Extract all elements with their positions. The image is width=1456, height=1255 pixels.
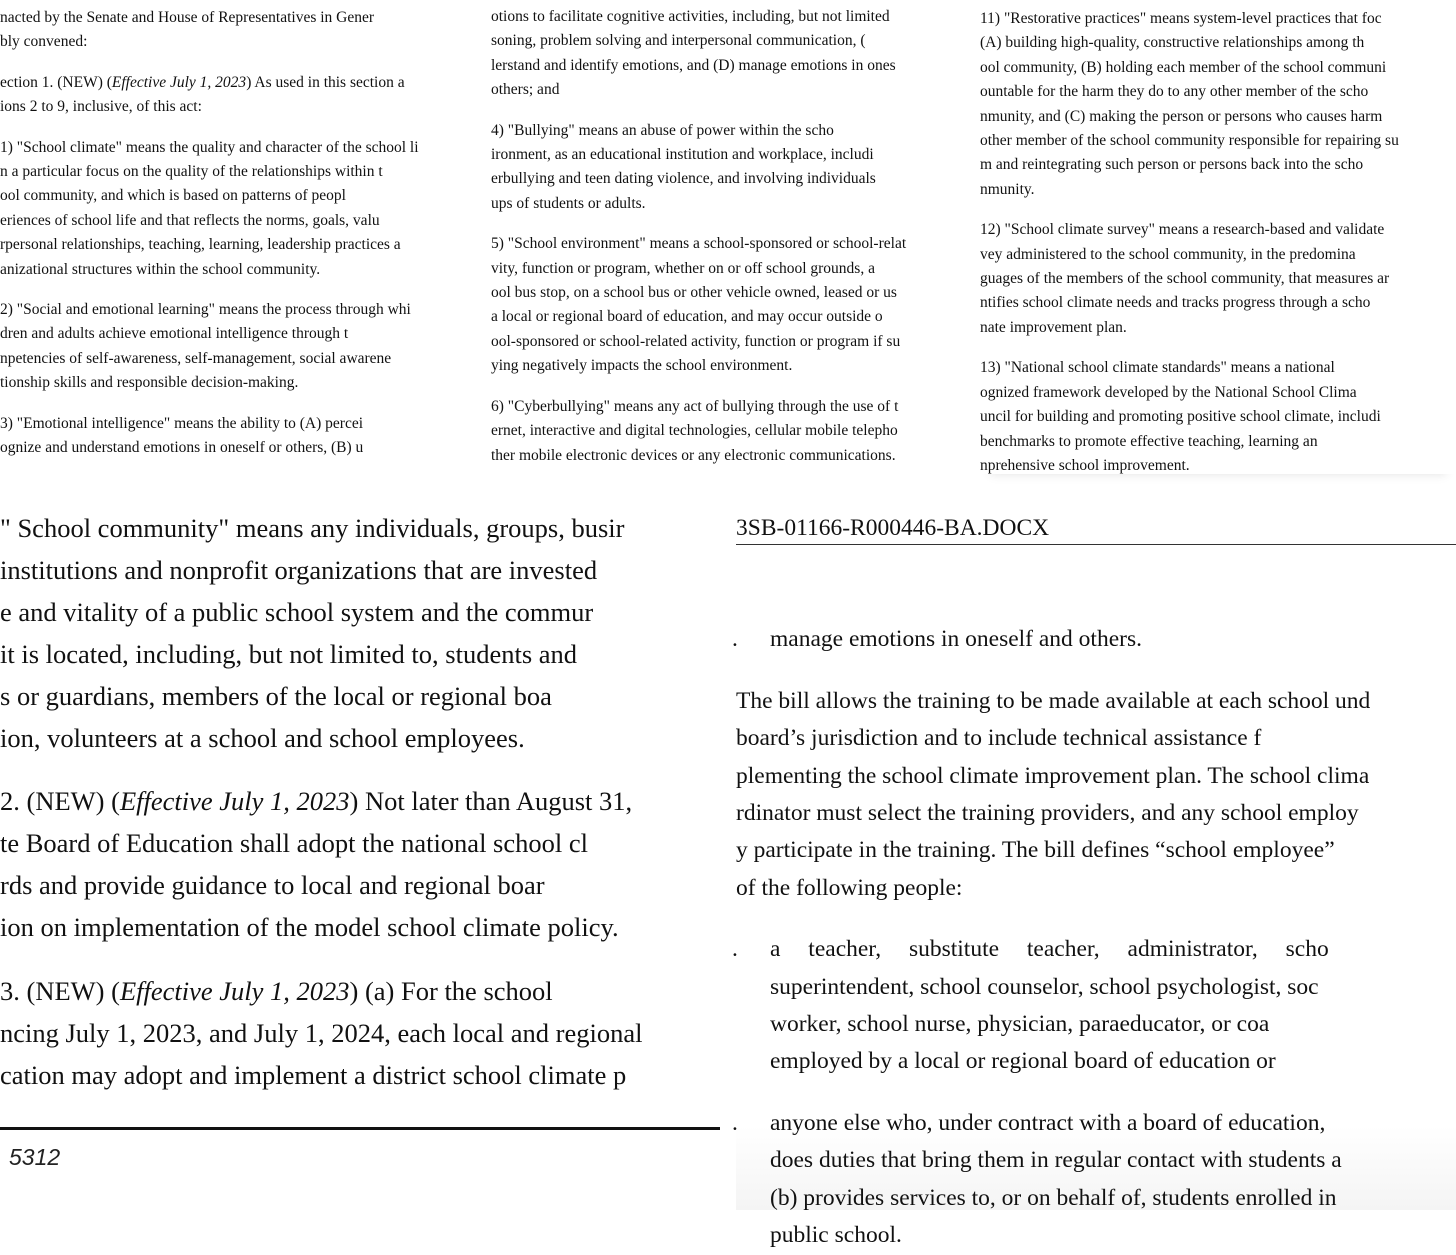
text-line: rds and provide guidance to local and regional boar xyxy=(0,870,545,901)
text-line: erbullying and teen dating violence, and involving individuals xyxy=(491,170,876,188)
text-line: e and vitality of a public school system and the commur xyxy=(0,596,594,627)
text-line: n a particular focus on the quality of the relationships within t xyxy=(0,163,383,181)
text-line: otions to facilitate cognitive activities, including, but not limited xyxy=(491,8,890,25)
text-line: ion on implementation of the model school climate policy. xyxy=(0,912,619,943)
text-line: 1) "School climate" means the quality and character of the school li xyxy=(0,138,419,156)
text-line: cation may adopt and implement a district school climate p xyxy=(0,1059,627,1090)
text-line: other member of the school community responsible for repairing su xyxy=(980,132,1399,150)
text-line: ognized framework developed by the National School Clima xyxy=(980,383,1357,401)
document-header: 3SB-01166-R000446-BA.DOCX xyxy=(736,515,1050,541)
bill-fragment-top-right xyxy=(980,7,1456,474)
text-line: ironment, as an educational institution and workplace, includi xyxy=(491,146,874,164)
effective-date: Effective July 1, 2023 xyxy=(119,976,350,1007)
text-line: ool community, (B) holding each member of the school communi xyxy=(980,58,1387,76)
list-bullet: . xyxy=(732,936,738,963)
text-line: 5) "School environment" means a school-sponsored or school-relat xyxy=(491,235,907,253)
section-3-line xyxy=(0,971,720,1013)
text-line: of the following people: xyxy=(736,874,963,901)
bill-fragment-top-left xyxy=(0,6,476,472)
text-line: ool-sponsored or school-related activity, function or program if su xyxy=(491,332,901,350)
text-line: ool bus stop, on a school bus or other vehicle owned, leased or us xyxy=(491,284,897,302)
text-line: bly convened: xyxy=(0,33,88,51)
text-line: a local or regional board of education, and may occur outside o xyxy=(491,308,883,326)
text-line: public school. xyxy=(770,1222,902,1249)
text-line: vity, function or program, whether on or off school grounds, a xyxy=(491,259,875,277)
footer-rule xyxy=(0,1127,720,1130)
text-line: npetencies of self-awareness, self-management, social awarene xyxy=(0,349,392,367)
effective-date: Effective July 1, 2023 xyxy=(119,786,350,817)
text-line: does duties that bring them in regular contact with students a xyxy=(770,1147,1342,1174)
bill-analysis-fragment-bottom-right xyxy=(732,510,1456,1249)
list-item xyxy=(732,621,1456,658)
text-line: institutions and nonprofit organizations that are invested xyxy=(0,554,598,585)
text-line: soning, problem solving and interpersonal communication, ( xyxy=(491,32,866,50)
text-line: dren and adults achieve emotional intelligence through t xyxy=(0,325,349,343)
text-line: ther mobile electronic devices or any electronic communications. xyxy=(491,446,896,464)
text-line: 13) "National school climate standards" means a national xyxy=(980,359,1335,377)
bill-fragment-bottom-left xyxy=(0,508,720,1210)
text-line: y participate in the training. The bill defines “school employee” xyxy=(736,837,1335,864)
text-line: manage emotions in oneself and others. xyxy=(770,626,1142,653)
text-line: rpersonal relationships, teaching, learning, leadership practices a xyxy=(0,236,401,254)
text-line: ions 2 to 9, inclusive, of this act: xyxy=(0,98,202,116)
header-rule xyxy=(736,544,1456,545)
text-line: 4) "Bullying" means an abuse of power within the scho xyxy=(491,121,834,139)
section-1-line xyxy=(0,71,476,95)
text-line: 12) "School climate survey" means a research-based and validate xyxy=(980,221,1385,239)
text-line: eriences of school life and that reflects the norms, goals, valu xyxy=(0,211,380,229)
text-line: nmunity, and (C) making the person or persons who causes harm xyxy=(980,107,1383,125)
text-line: anizational structures within the school community. xyxy=(0,260,321,278)
text-line: m and reintegrating such person or persons back into the scho xyxy=(980,156,1364,174)
text-line: ying negatively impacts the school environment. xyxy=(491,357,793,375)
text-line: te Board of Education shall adopt the national school cl xyxy=(0,828,588,859)
text-line: ool community, and which is based on patterns of peopl xyxy=(0,187,346,205)
text-line: (A) building high-quality, constructive relationships among th xyxy=(980,34,1365,52)
text-line: (b) provides services to, or on behalf of, students enrolled in xyxy=(770,1184,1337,1211)
section-3-label: 3. (NEW) ( xyxy=(0,976,120,1007)
text-line: plementing the school climate improvement plan. The school clima xyxy=(736,762,1370,789)
text-line: it is located, including, but not limited to, students and xyxy=(0,638,578,669)
section-2-line xyxy=(0,781,720,823)
list-bullet: . xyxy=(732,1109,738,1136)
text-line: ups of students or adults. xyxy=(491,194,646,212)
effective-date: Effective July 1, 2023 xyxy=(111,73,247,91)
text-line: nate improvement plan. xyxy=(980,318,1127,336)
text-line: ncing July 1, 2023, and July 1, 2024, each local and regional xyxy=(0,1017,643,1048)
section-3-tail: ) (a) For the school xyxy=(349,976,553,1007)
text-line: lerstand and identify emotions, and (D) manage emotions in ones xyxy=(491,56,896,74)
text-line: benchmarks to promote effective teaching, learning an xyxy=(980,432,1318,450)
text-line: ion, volunteers at a school and school employees. xyxy=(0,722,525,753)
list-item xyxy=(732,1105,1456,1255)
text-line: superintendent, school counselor, school psychologist, soc xyxy=(770,973,1319,1000)
text-line: anyone else who, under contract with a board of education, xyxy=(770,1109,1326,1136)
text-line: ntifies school climate needs and tracks progress through a scho xyxy=(980,294,1371,312)
page-footer-number: 5312 xyxy=(9,1144,61,1170)
text-line: 2) "Social and emotional learning" means the process through whi xyxy=(0,301,411,319)
text-line: uncil for building and promoting positive school climate, includi xyxy=(980,408,1381,426)
text-line: vey administered to the school community, in the predomina xyxy=(980,245,1356,263)
section-2-label: 2. (NEW) ( xyxy=(0,786,120,817)
text-line: 3) "Emotional intelligence" means the ability to (A) percei xyxy=(0,414,364,432)
text-line: nprehensive school improvement. xyxy=(980,456,1190,474)
text-line: 6) "Cyberbullying" means any act of bullying through the use of t xyxy=(491,397,899,415)
text-line: tionship skills and responsible decision-making. xyxy=(0,374,299,392)
text-line: employed by a local or regional board of education or xyxy=(770,1048,1276,1075)
text-line: a teacher, substitute teacher, administrator, scho xyxy=(770,936,1329,963)
text-line: 11) "Restorative practices" means system-level practices that foc xyxy=(980,10,1382,27)
text-line: others; and xyxy=(491,81,560,99)
text-line: " School community" means any individuals, groups, busir xyxy=(0,513,625,543)
section-2-tail: ) Not later than August 31, xyxy=(349,786,633,817)
text-line: ernet, interactive and digital technologies, cellular mobile telepho xyxy=(491,422,898,440)
text-line: board’s jurisdiction and to include technical assistance f xyxy=(736,725,1262,752)
text-line: rdinator must select the training providers, and any school employ xyxy=(736,800,1359,827)
text-line: The bill allows the training to be made available at each school und xyxy=(736,687,1371,714)
bill-fragment-top-middle xyxy=(491,5,967,473)
text-line: nacted by the Senate and House of Representatives in Gener xyxy=(0,9,375,26)
text-line: worker, school nurse, physician, paraeducator, or coa xyxy=(770,1011,1270,1038)
text-line: ognize and understand emotions in oneself or others, (B) u xyxy=(0,439,364,457)
text-line: guages of the members of the school community, that measures ar xyxy=(980,270,1390,288)
section-1-tail: ) As used in this section a xyxy=(246,73,405,91)
list-item xyxy=(732,931,1456,1081)
text-line: nmunity. xyxy=(980,180,1035,198)
text-line: ountable for the harm they do to any other member of the scho xyxy=(980,83,1369,101)
section-1-label: ection 1. (NEW) ( xyxy=(0,73,112,91)
text-line: s or guardians, members of the local or regional boa xyxy=(0,680,552,711)
list-bullet: . xyxy=(732,626,738,653)
